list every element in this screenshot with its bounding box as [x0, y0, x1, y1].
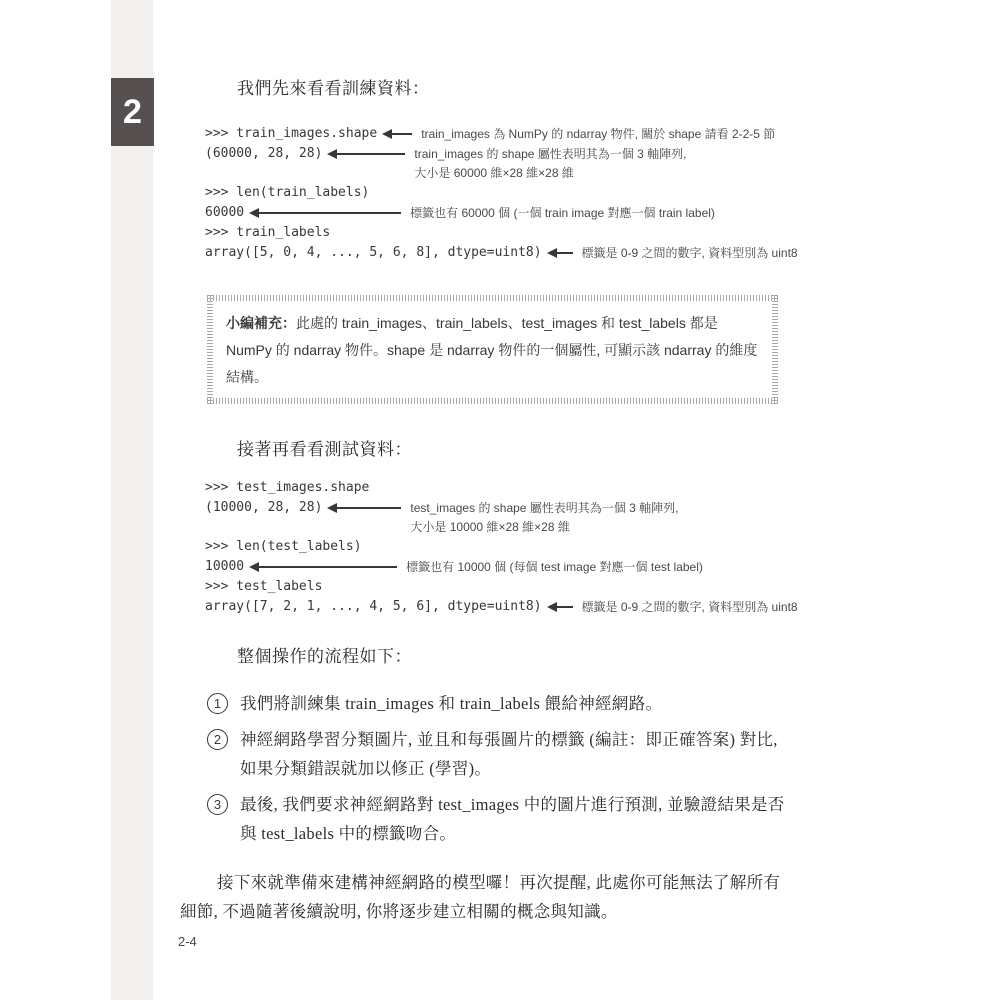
code-text: 10000	[205, 559, 245, 574]
code-annotation: 標籤也有 60000 個 (一個 train image 對應一個 train label)	[410, 206, 715, 220]
circled-number-icon: 3	[207, 794, 228, 815]
code-line	[205, 557, 792, 577]
list-item	[207, 725, 792, 783]
code-text: 60000	[205, 205, 245, 220]
code-line	[205, 203, 792, 223]
code-line	[205, 144, 792, 183]
code-text: (10000, 28, 28)	[205, 500, 323, 515]
code-line	[205, 498, 792, 537]
arrow-left-icon	[329, 507, 401, 509]
circled-number-icon: 1	[207, 693, 228, 714]
note-label: 小編補充：	[226, 315, 296, 331]
code-annotation: 標籤是 0-9 之間的數字, 資料型別為 uint8	[581, 246, 798, 260]
list-item	[207, 689, 792, 718]
note-text: 此處的 train_images、train_labels、test_images 和 test_labels 都是 NumPy 的 ndarray 物件。shape 是 ndarray 物件的一個屬性, 可顯示該 ndarray 的維度結構。	[226, 315, 758, 385]
code-annotation: train_images 為 NumPy 的 ndarray 物件, 關於 shape 請看 2-2-5 節	[421, 127, 776, 141]
page-content	[180, 0, 798, 926]
page-number: 2-4	[178, 934, 197, 949]
workflow-steps	[207, 689, 792, 848]
train-intro-paragraph: 我們先來看看訓練資料：	[237, 79, 430, 98]
editor-note-box	[207, 295, 778, 404]
chapter-side-strip	[111, 0, 153, 1000]
code-block-train	[205, 124, 798, 263]
code-line	[205, 478, 792, 498]
flow-intro-paragraph: 整個操作的流程如下：	[237, 647, 412, 666]
code-line	[205, 124, 792, 144]
code-annotation: train_images 的 shape 屬性表明其為一個 3 軸陣列, 大小是 60000 維×28 維×28 維	[414, 147, 687, 180]
code-text: array([7, 2, 1, ..., 4, 5, 6], dtype=uint8)	[205, 599, 542, 614]
arrow-left-icon	[329, 153, 405, 155]
arrow-left-icon	[549, 606, 573, 608]
code-annotation: 標籤是 0-9 之間的數字, 資料型別為 uint8	[581, 600, 798, 614]
test-intro-paragraph: 接著再看看測試資料：	[237, 440, 412, 459]
code-line	[205, 537, 792, 557]
code-line	[205, 243, 798, 263]
step-text: 神經網路學習分類圖片, 並且和每張圖片的標籤 (編註：即正確答案) 對比, 如果分類錯誤就加以修正 (學習)。	[240, 730, 778, 778]
arrow-left-icon	[251, 566, 397, 568]
arrow-left-icon	[384, 133, 412, 135]
code-text: array([5, 0, 4, ..., 5, 6, 8], dtype=uint8)	[205, 245, 542, 260]
code-text: >>> test_images.shape	[205, 480, 370, 495]
code-annotation: test_images 的 shape 屬性表明其為一個 3 軸陣列, 大小是 10000 維×28 維×28 維	[410, 501, 679, 534]
chapter-number: 2	[123, 92, 142, 131]
arrow-left-icon	[549, 252, 573, 254]
list-item	[207, 790, 792, 848]
code-line	[205, 597, 798, 617]
code-line	[205, 223, 792, 243]
arrow-left-icon	[251, 212, 401, 214]
code-text: >>> len(train_labels)	[205, 185, 370, 200]
code-line	[205, 183, 792, 203]
code-line	[205, 577, 792, 597]
code-text: >>> train_images.shape	[205, 126, 378, 141]
closing-paragraph: 接下來就準備來建構神經網路的模型囉！再次提醒, 此處你可能無法了解所有細節, 不過隨著後續說明, 你將逐步建立相關的概念與知識。	[180, 873, 781, 921]
code-annotation: 標籤也有 10000 個 (每個 test image 對應一個 test label)	[406, 560, 703, 574]
code-text: >>> len(test_labels)	[205, 539, 362, 554]
code-text: >>> train_labels	[205, 225, 331, 240]
circled-number-icon: 2	[207, 729, 228, 750]
chapter-badge	[111, 78, 154, 146]
code-text: (60000, 28, 28)	[205, 146, 323, 161]
step-text: 我們將訓練集 train_images 和 train_labels 餵給神經網路。	[240, 694, 663, 713]
step-text: 最後, 我們要求神經網路對 test_images 中的圖片進行預測, 並驗證結果是否與 test_labels 中的標籤吻合。	[240, 795, 785, 843]
code-block-test	[205, 478, 798, 617]
code-text: >>> test_labels	[205, 579, 323, 594]
